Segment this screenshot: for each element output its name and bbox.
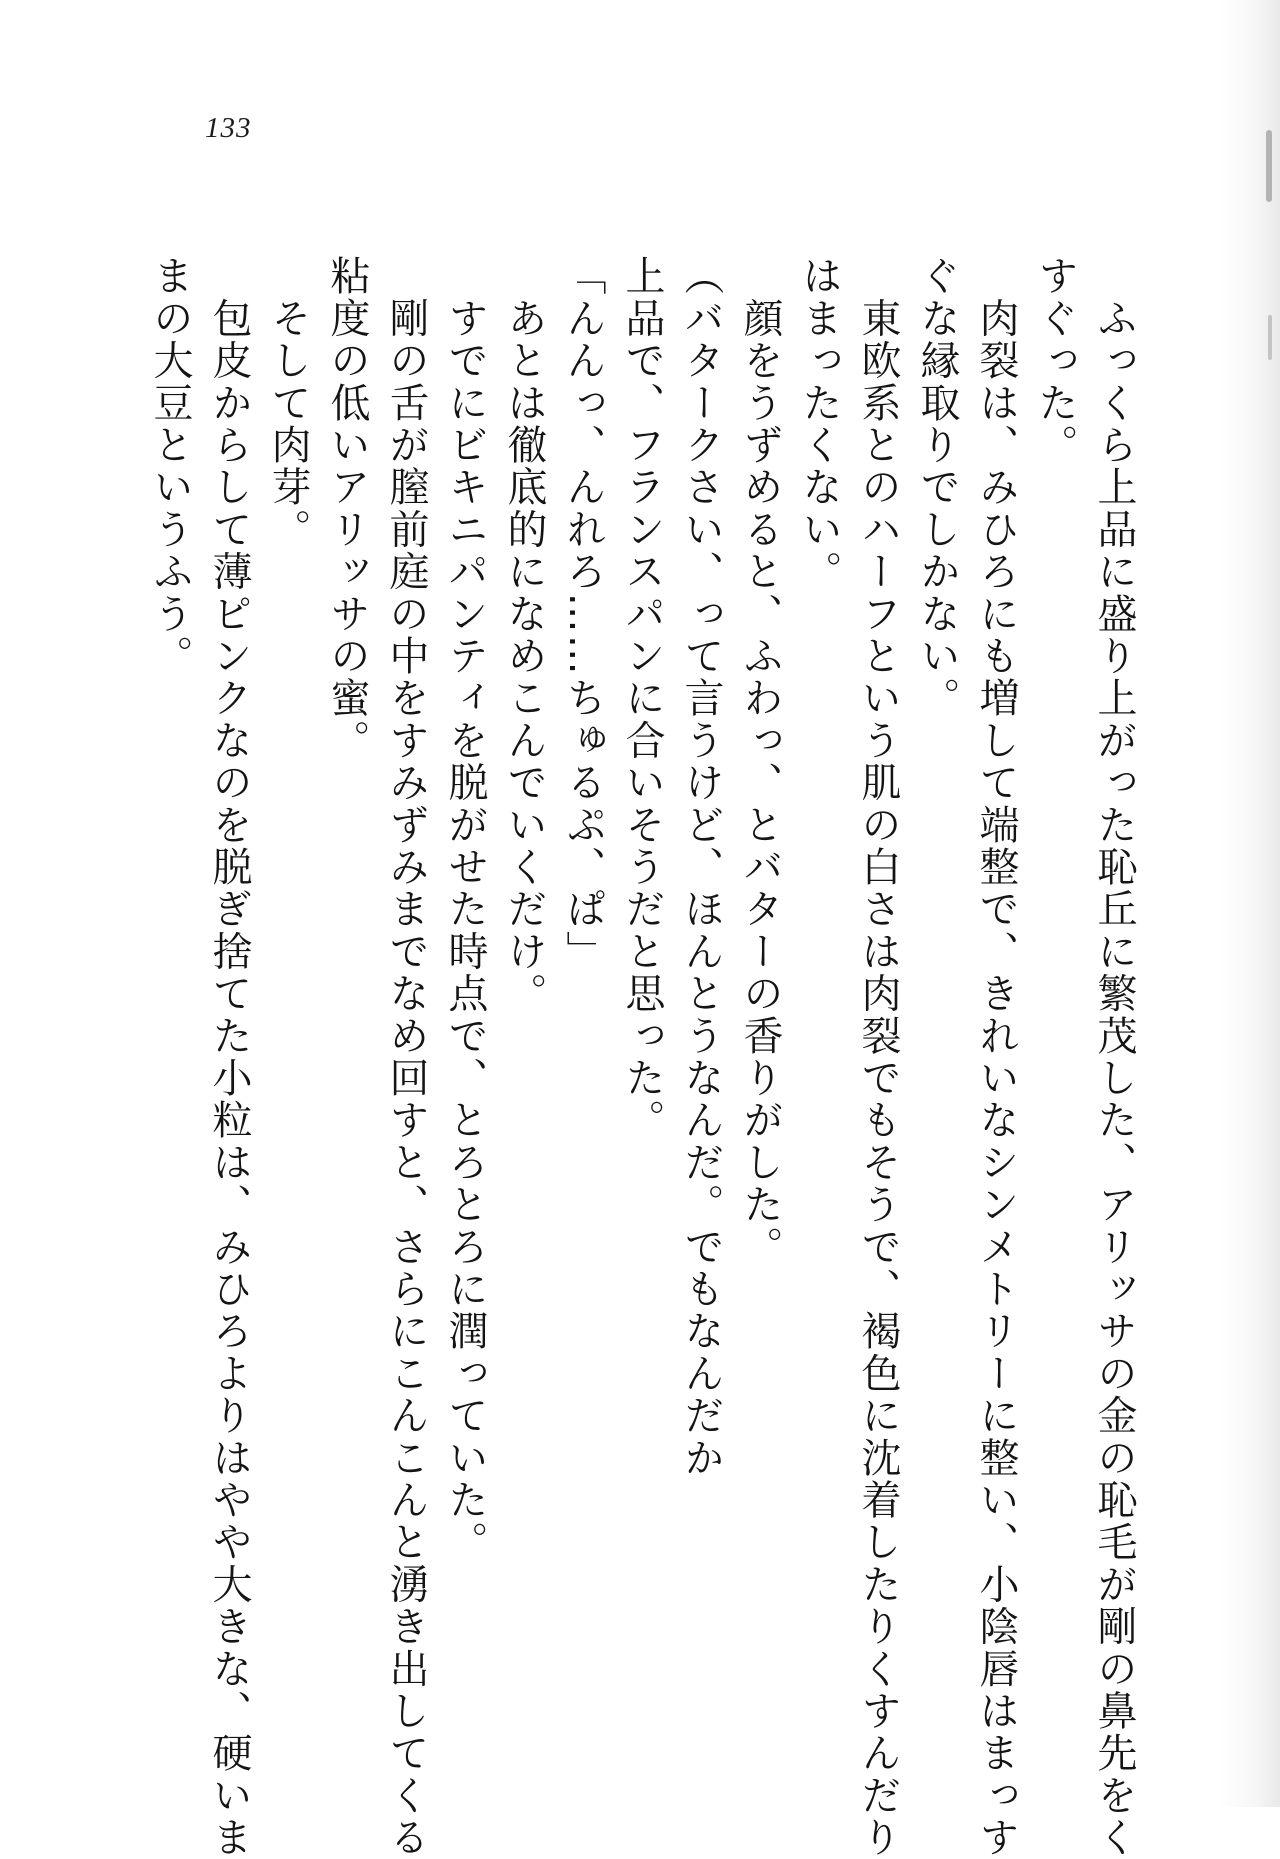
- text-line: ぐな縁取りでしかない。: [914, 255, 960, 720]
- text-line: 「んんっ、んれろ……ちゅるぷ、ぱ」: [560, 255, 606, 973]
- page-number: 133: [205, 112, 252, 144]
- text-line: すでにビキニパンティを脱がせた時点で、とろとろに潤っていた。: [442, 255, 488, 1564]
- text-line: 粘度の低いアリッサの蜜。: [324, 255, 370, 762]
- text-line: すぐった。: [1032, 255, 1078, 466]
- text-line: 顔をうずめると、ふわっ、とバターの香りがした。: [737, 255, 783, 1268]
- body-text: [140, 255, 1143, 1859]
- text-line: 肉裂は、みひろにも増して端整で、きれいなシンメトリーに整い、小陰唇はまっす: [973, 255, 1019, 1859]
- text-line: まの大豆というふう。: [147, 255, 193, 677]
- scan-binding-mark: [1266, 130, 1272, 202]
- text-line: 東欧系とのハーフという肌の白さは肉裂でもそうで、褐色に沈着したりくすんだり: [855, 255, 901, 1859]
- text-line: 上品で、フランスパンに合いそうだと思った。: [619, 255, 665, 1142]
- text-line: 包皮からして薄ピンクなのを脱ぎ捨てた小粒は、みひろよりはやや大きな、硬いま: [206, 255, 252, 1859]
- text-line: そして肉芽。: [265, 255, 311, 551]
- scan-edge-shadow: [1220, 0, 1280, 1807]
- text-line: あとは徹底的になめこんでいくだけ。: [501, 255, 547, 1015]
- text-line: はまったくない。: [796, 255, 842, 593]
- text-line: ふっくら上品に盛り上がった恥丘に繁茂した、アリッサの金の恥毛が剛の鼻先をく: [1091, 255, 1137, 1859]
- scan-binding-mark: [1268, 315, 1272, 360]
- text-line: 剛の舌が膣前庭の中をすみずみまでなめ回すと、さらにこんこんと湧き出してくる: [383, 255, 429, 1859]
- text-line: （バタークさい、って言うけど、ほんとうなんだ。でもなんだか: [678, 255, 724, 1479]
